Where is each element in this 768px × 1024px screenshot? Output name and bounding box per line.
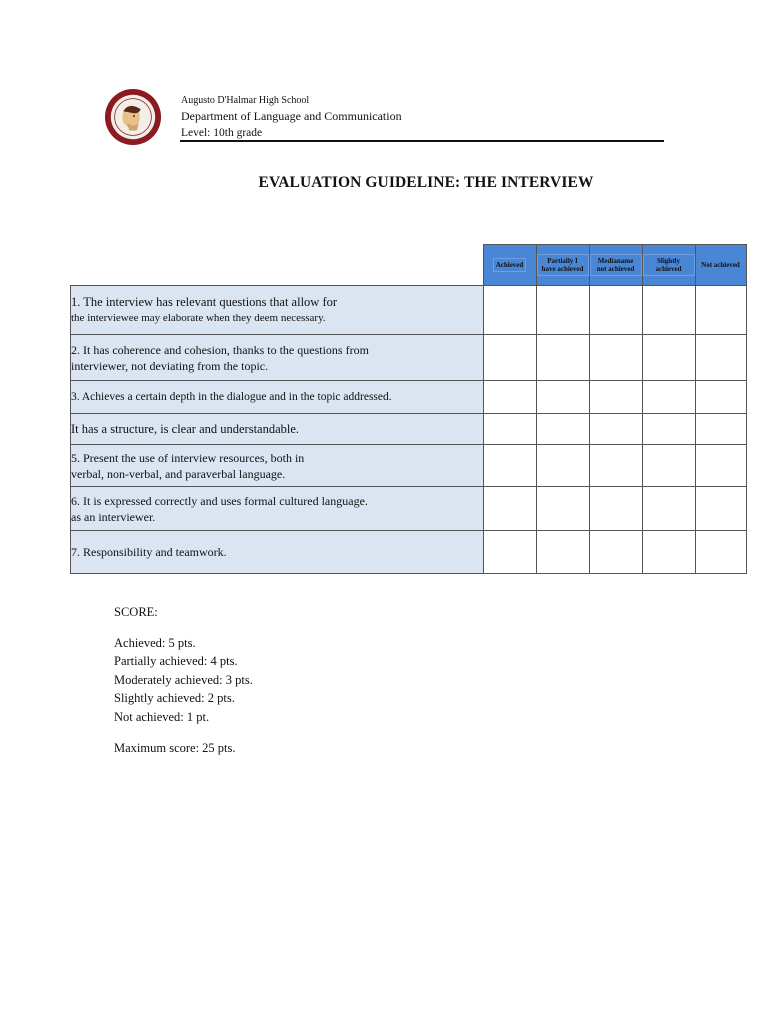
column-label: Not achieved: [701, 261, 740, 269]
score-cell[interactable]: [589, 286, 642, 335]
rubric-header-row: [71, 245, 747, 286]
score-item: Achieved: 5 pts.: [114, 635, 196, 650]
score-cell[interactable]: [536, 335, 589, 381]
score-cell[interactable]: [642, 445, 695, 487]
score-cell[interactable]: [589, 414, 642, 445]
criterion-line: 5. Present the use of interview resources, both in: [71, 450, 305, 465]
criterion-cell: [71, 445, 484, 487]
score-cell[interactable]: [589, 445, 642, 487]
column-label: Achieved: [493, 258, 527, 272]
column-label: Slightly achieved: [643, 254, 695, 276]
criterion-cell: [71, 381, 484, 414]
table-row: [71, 531, 747, 574]
department-name: Department of Language and Communication: [181, 109, 402, 123]
grade-level: Level: 10th grade: [181, 127, 263, 139]
criterion-cell: [71, 286, 484, 335]
column-label: Partially I have achieved: [537, 254, 589, 276]
score-cell[interactable]: [695, 286, 746, 335]
rubric-table: [70, 244, 747, 574]
maximum-score: Maximum score: 25 pts.: [114, 740, 236, 755]
criterion-line: as an interviewer.: [71, 509, 156, 524]
score-cell[interactable]: [483, 414, 536, 445]
score-cell[interactable]: [695, 487, 746, 531]
criterion-line: interviewer, not deviating from the topic.: [71, 358, 269, 373]
table-row: [71, 414, 747, 445]
column-slightly-achieved: [642, 245, 695, 286]
score-cell[interactable]: [483, 286, 536, 335]
score-cell[interactable]: [483, 445, 536, 487]
score-cell[interactable]: [695, 381, 746, 414]
score-cell[interactable]: [642, 286, 695, 335]
score-cell[interactable]: [695, 414, 746, 445]
score-cell[interactable]: [589, 487, 642, 531]
score-cell[interactable]: [695, 445, 746, 487]
score-cell[interactable]: [642, 487, 695, 531]
score-cell[interactable]: [483, 487, 536, 531]
column-label: Medianame not achieved: [590, 254, 642, 276]
score-cell[interactable]: [536, 381, 589, 414]
score-cell[interactable]: [589, 531, 642, 574]
header-divider: [180, 140, 664, 142]
score-cell[interactable]: [589, 381, 642, 414]
table-row: [71, 286, 747, 335]
score-cell[interactable]: [642, 335, 695, 381]
criterion-cell: [71, 487, 484, 531]
score-cell[interactable]: [536, 487, 589, 531]
table-row: [71, 381, 747, 414]
score-cell[interactable]: [483, 381, 536, 414]
school-name: Augusto D'Halmar High School: [181, 95, 310, 106]
score-cell[interactable]: [536, 414, 589, 445]
score-item: Not achieved: 1 pt.: [114, 709, 210, 724]
score-cell[interactable]: [642, 381, 695, 414]
criterion-line: verbal, non-verbal, and paraverbal language.: [71, 466, 286, 481]
score-cell[interactable]: [483, 531, 536, 574]
table-row: [71, 487, 747, 531]
table-row: [71, 445, 747, 487]
score-cell[interactable]: [642, 531, 695, 574]
criterion-line: 6. It is expressed correctly and uses formal cultured language.: [71, 493, 368, 508]
score-cell[interactable]: [483, 335, 536, 381]
score-cell[interactable]: [642, 414, 695, 445]
score-cell[interactable]: [536, 445, 589, 487]
criterion-line: 2. It has coherence and cohesion, thanks to the questions from: [71, 342, 369, 357]
criterion-cell: [71, 414, 484, 445]
criterion-cell: [71, 335, 484, 381]
column-achieved: [483, 245, 536, 286]
score-cell[interactable]: [536, 531, 589, 574]
score-cell[interactable]: [695, 335, 746, 381]
school-seal-logo: [104, 88, 162, 146]
page-title: EVALUATION GUIDELINE: THE INTERVIEW: [258, 174, 594, 191]
criterion-cell: [71, 531, 484, 574]
score-item: Partially achieved: 4 pts.: [114, 654, 238, 669]
criterion-line: It has a structure, is clear and understandable.: [71, 422, 300, 436]
score-cell[interactable]: [536, 286, 589, 335]
score-legend: [114, 603, 253, 757]
score-cell[interactable]: [695, 531, 746, 574]
score-title: SCORE:: [114, 605, 158, 619]
score-item: Moderately achieved: 3 pts.: [114, 672, 253, 687]
column-not-achieved: [695, 245, 746, 286]
column-partially-achieved: [536, 245, 589, 286]
criterion-line: 3. Achieves a certain depth in the dialogue and in the topic addressed.: [71, 391, 392, 403]
score-cell[interactable]: [589, 335, 642, 381]
criterion-line: the interviewee may elaborate when they deem necessary.: [71, 312, 326, 324]
criterion-line: 1. The interview has relevant questions that allow for: [71, 295, 338, 309]
criterion-line: 7. Responsibility and teamwork.: [71, 545, 227, 559]
column-moderately-achieved: [589, 245, 642, 286]
table-row: [71, 335, 747, 381]
score-item: Slightly achieved: 2 pts.: [114, 691, 235, 706]
rubric-header-blank: [71, 245, 484, 286]
